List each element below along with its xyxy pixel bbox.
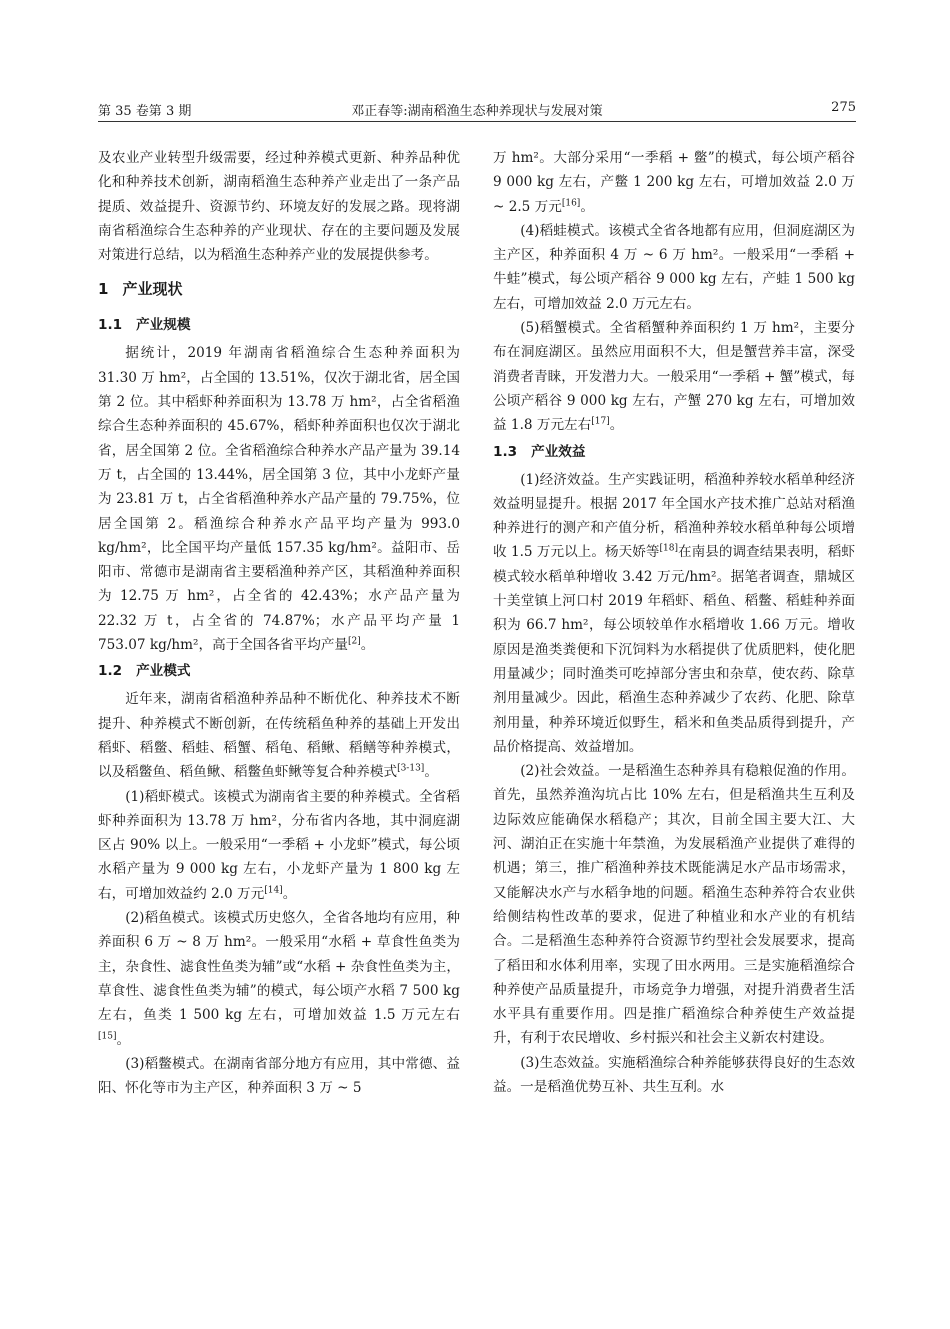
section-1-3-heading	[493, 440, 855, 464]
ecological-benefit-paragraph: (3)生态效益。实施稻渔综合种养能够获得良好的生态效益。一是稻渔优势互补、共生互利。水	[493, 1054, 855, 1095]
intro-paragraph: 及农业产业转型升级需要，经过种养模式更新、种养品种优化和种养技术创新，湖南稻渔生态种养产业走出了一条产品提质、效益提升、资源节约、环境友好的发展之路。现将湖南省稻渔综合生态种养的产业现状、存在的主要问题及发展对策进行总结，以为稻渔生态种养产业的发展提供参考。	[98, 150, 460, 264]
header-rule	[98, 121, 856, 122]
citation-ref: [3-13]	[397, 763, 425, 774]
rice-turtle-continued: 万 hm²。大部分采用“一季稻 + 鳖”的模式，每公顷产稻谷 9 000 kg 左右，产鳖 1 200 kg 左右，可增加效益 2.0 万 ~ 2.5 万元[16]。	[493, 150, 855, 215]
left-column	[98, 146, 460, 1100]
social-benefit-paragraph: (2)社会效益。一是稻渔生态种养具有稳粮促渔的作用。首先，虽然养渔沟坑占比 10% 左右，但是稻渔共生互利及边际效应能确保水稻稳产；其次，目前全国主要大江、大河、湖泊正在实施十年禁渔，为发展稻渔产业提供了难得的机遇；第三，推广稻渔种养技术既能满足水产品市场需求，又能解决水产与水稻争地的问题。稻渔生态种养符合农业供给侧结构性改革的要求，促进了种植业和水产业的有机结合。二是稻渔生态种养符合资源节约型社会发展要求，提高了稻田和水体利用率，实现了田水两用。三是实施稻渔综合种养使产品质量提升，市场竞争力增强，对提升消费者生活水平具有重要作用。四是推广稻渔综合种养使生产效益提升，有利于农民增收、乡村振兴和社会主义新农村建设。	[493, 763, 855, 1047]
industry-mode-paragraph: 近年来，湖南省稻渔种养品种不断优化、种养技术不断提升、种养模式不断创新，在传统稻鱼种养的基础上开发出稻虾、稻鳖、稻蛙、稻蟹、稻龟、稻鳅、稻鳝等种养模式，以及稻鳖鱼、稻鱼鳅、稻鳖鱼虾鳅等复合种养模式[3-13]。	[98, 691, 460, 781]
citation-ref: [14]	[264, 885, 283, 896]
section-1-2-heading	[98, 659, 460, 683]
section-1-1-heading	[98, 313, 460, 337]
article-running-title: 邓正春等:湖南稻渔生态种养现状与发展对策	[351, 104, 603, 119]
citation-ref: [18]	[659, 543, 678, 554]
page-number: 275	[831, 100, 856, 115]
section-1-3-title: 产业效益	[531, 443, 586, 460]
citation-ref: [15]	[98, 1030, 117, 1041]
citation-ref: [16]	[561, 198, 581, 209]
rice-shrimp-paragraph: (1)稻虾模式。该模式为湖南省主要的种养模式。全省稻虾种养面积为 13.78 万 hm²，分布省内各地，其中洞庭湖区占 90% 以上。一般采用“一季稻 + 小龙虾”模式，每公顷水稻产量为 9 000 kg 左右，小龙虾产量为 1 800 kg 左右，可增加效益约 2.0 万元[14]。	[98, 788, 460, 902]
rice-frog-paragraph: (4)稻蛙模式。该模式全省各地都有应用，但洞庭湖区为主产区，种养面积 4 万 ~ 6 万 hm²。一般采用“一季稻 + 牛蛙”模式，每公顷产稻谷 9 000 kg 左右，产蛙 1 500 kg 左右，可增加效益 2.0 万元左右。	[493, 222, 855, 312]
industry-scale-paragraph: 据统计，2019 年湖南省稻渔综合生态种养面积为 31.30 万 hm²，占全国的 13.51%，仅次于湖北省，居全国第 2 位。其中稻虾种养面积为 13.78 万 hm²，占全省稻渔综合生态种养面积的 45.67%，稻虾种养面积也仅次于湖北省，居全国第 2 位。全省稻渔综合种养水产品产量为 39.14 万 t，占全国的 13.44%，居全国第 3 位，其中小龙虾产量为 23.81 万 t，占全省稻渔种养水产品产量的 79.75%，位居全国第 2。稻渔综合种养水产品平均产量为 993.0 kg/hm²，比全国平均产量低 157.35 kg/hm²。益阳市、岳阳市、常德市是湖南省主要稻渔种养产区，其稻渔种养面积为 12.75 万 hm²，占全省的 42.43%；水产品产量为 22.32 万 t，占全省的 74.87%；水产品平均产量 1 753.07 kg/hm²，高于全国各省平均产量[2]。	[98, 345, 460, 654]
journal-issue: 第 35 卷第 3 期	[98, 104, 192, 119]
section-1-1-title: 产业规模	[136, 317, 191, 334]
citation-ref: [2]	[348, 636, 361, 647]
section-1-3-number: 1.3	[493, 443, 518, 460]
section-1-2-title: 产业模式	[136, 663, 191, 680]
running-header	[98, 98, 856, 120]
rice-crab-paragraph: (5)稻蟹模式。全省稻蟹种养面积约 1 万 hm²，主要分布在洞庭湖区。虽然应用面积不大，但是蟹营养丰富，深受消费者青睐，开发潜力大。一般采用“一季稻 + 蟹”模式，每公顷产稻谷 9 000 kg 左右，产蟹 270 kg 左右，可增加效益 1.8 万元左右[17]。	[493, 320, 855, 434]
section-1-2-number: 1.2	[98, 663, 123, 680]
section-1-heading	[98, 277, 460, 301]
rice-fish-paragraph: (2)稻鱼模式。该模式历史悠久，全省各地均有应用，种养面积 6 万 ~ 8 万 hm²。一般采用“水稻 + 草食性鱼类为主，杂食性、滤食性鱼类为辅”或“水稻 + 杂食性鱼类为主，草食性、滤食性鱼类为辅”的模式，每公顷产水稻 7 500 kg 左右，鱼类 1 500 kg 左右，可增加效益 1.5 万元左右[15]。	[98, 910, 460, 1048]
economic-benefit-paragraph: (1)经济效益。生产实践证明，稻渔种养较水稻单种经济效益明显提升。根据 2017 年全国水产技术推广总站对稻渔种养进行的测产和产值分析，稻渔种养较水稻单种每公顷增收 1.5 万元以上。杨天娇等[18]在南县的调查结果表明，稻虾模式较水稻单种增收 3.42 万元/hm²。据笔者调查，鼎城区十美堂镇上河口村 2019 年稻虾、稻鱼、稻鳖、稻蛙种养面积为 66.7 hm²，每公顷较单作水稻增收 1.66 万元。增收原因是渔类粪便和下沉饲料为水稻提供了优质肥料，使化肥用量减少；同时渔类可吃掉部分害虫和杂草，使农药、除草剂用量减少。因此，稻渔生态种养减少了农药、化肥、除草剂用量，种养环境近似野生，稻米和鱼类品质得到提升，产品价格提高、效益增加。	[493, 471, 855, 755]
section-1-title: 产业现状	[122, 280, 183, 299]
section-1-number: 1	[98, 280, 109, 299]
section-1-1-number: 1.1	[98, 317, 123, 334]
citation-ref: [17]	[591, 416, 610, 427]
right-column	[493, 146, 855, 1099]
rice-turtle-paragraph: (3)稻鳖模式。在湖南省部分地方有应用，其中常德、益阳、怀化等市为主产区，种养面积 3 万 ~ 5	[98, 1055, 460, 1097]
